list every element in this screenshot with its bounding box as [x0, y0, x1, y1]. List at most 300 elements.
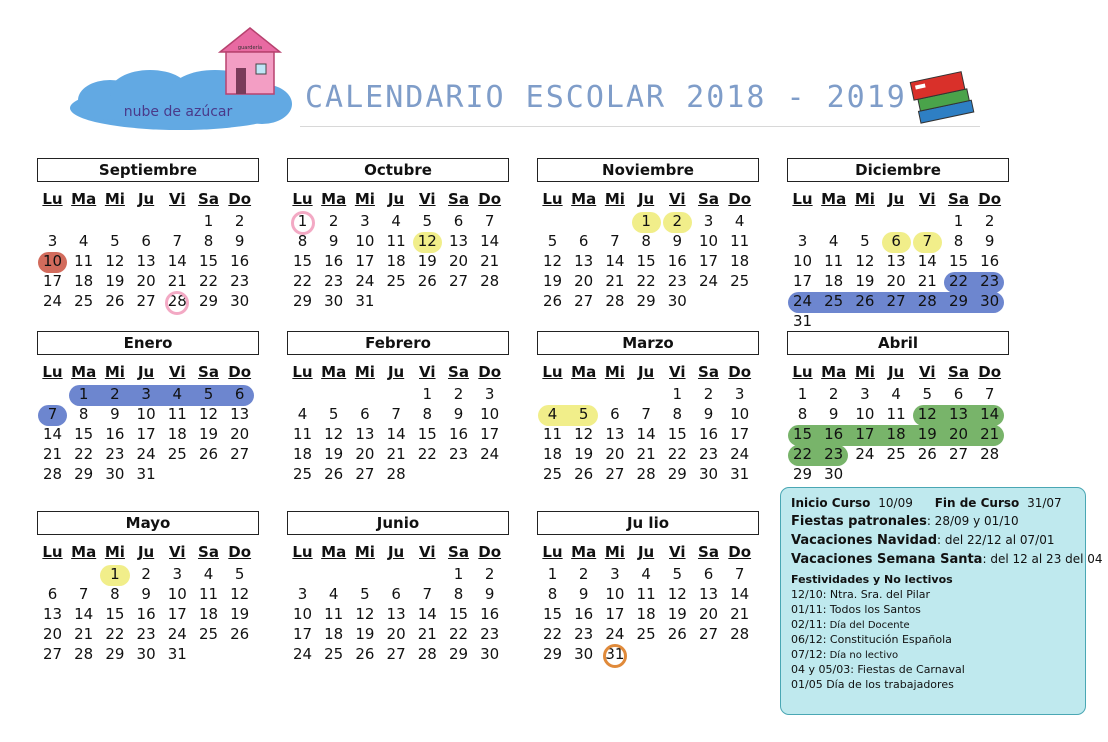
day-name: Vi [669, 190, 686, 208]
day-cell: 16 [698, 425, 719, 443]
day-cell: 5 [578, 405, 589, 423]
day-name: Vi [919, 363, 936, 381]
day-cell: 22 [198, 272, 219, 290]
day-cell: 26 [105, 292, 125, 310]
day-cell: 24 [855, 445, 875, 463]
day-cell: 23 [480, 625, 500, 643]
day-name: Sa [198, 543, 219, 561]
day-cell: 2 [484, 565, 495, 583]
day-cell: 22 [74, 445, 94, 463]
day-cell: 19 [542, 272, 563, 290]
day-cell: 28 [605, 292, 625, 310]
day-cell: 4 [203, 565, 214, 583]
day-cell: 24 [355, 272, 375, 290]
day-cell: 7 [422, 585, 433, 603]
day-cell: 23 [105, 445, 125, 463]
day-cell: 17 [292, 625, 313, 643]
day-name: Ju [637, 190, 655, 208]
day-cell: 28 [636, 465, 656, 483]
day-cell: 25 [386, 272, 406, 290]
day-cell: 6 [578, 232, 589, 250]
day-name: Ju [137, 190, 155, 208]
day-cell: 25 [198, 625, 219, 643]
day-name: Sa [698, 363, 719, 381]
day-cell: 3 [484, 385, 495, 403]
day-cell: 13 [42, 605, 63, 623]
day-name: Ju [137, 363, 155, 381]
day-cell: 1 [797, 385, 808, 403]
day-name: Lu [292, 363, 313, 381]
day-cell: 9 [141, 585, 151, 603]
day-cell: 19 [917, 425, 937, 443]
day-cell: 4 [391, 212, 401, 230]
day-cell: 17 [42, 272, 63, 290]
day-name: Lu [542, 190, 563, 208]
day-name: Ju [637, 363, 655, 381]
day-name: Mi [604, 543, 625, 561]
day-cell: 3 [734, 385, 745, 403]
logo-text: nube de azúcar [123, 104, 233, 120]
day-cell: 14 [917, 252, 937, 270]
day-name: Vi [419, 543, 436, 561]
day-cell: 27 [605, 465, 625, 483]
day-cell: 30 [980, 292, 1000, 310]
day-cell: 29 [792, 465, 813, 483]
day-cell: 19 [667, 605, 687, 623]
day-name: Do [228, 363, 252, 381]
day-cell: 9 [328, 232, 339, 250]
day-cell: 29 [198, 292, 219, 310]
day-name: Ju [887, 363, 905, 381]
day-cell: 30 [698, 465, 719, 483]
day-cell: 19 [198, 425, 219, 443]
day-cell: 26 [917, 445, 937, 463]
day-cell: 13 [698, 585, 719, 603]
day-name: Lu [792, 190, 813, 208]
day-cell: 12 [230, 585, 250, 603]
day-cell: 2 [328, 212, 339, 230]
day-cell: 31 [730, 465, 750, 483]
day-name: Do [728, 543, 752, 561]
day-cell: 10 [355, 232, 375, 250]
day-cell: 26 [417, 272, 437, 290]
day-cell: 28 [980, 445, 1000, 463]
month-grid [37, 543, 261, 673]
day-name: Ma [71, 190, 97, 208]
day-cell: 5 [360, 585, 370, 603]
festividad-item [791, 603, 1075, 616]
day-cell: 11 [74, 252, 94, 270]
day-cell: 18 [198, 605, 219, 623]
day-cell: 4 [328, 585, 339, 603]
day-cell: 30 [230, 292, 250, 310]
day-cell: 16 [324, 252, 344, 270]
day-cell: 19 [574, 445, 594, 463]
day-cell: 27 [136, 292, 156, 310]
day-name: Ma [821, 363, 847, 381]
fiestas-label: Fiestas patronales [791, 514, 927, 529]
day-cell: 7 [484, 212, 495, 230]
day-cell: 6 [234, 385, 245, 403]
day-name: Sa [198, 190, 219, 208]
festividades-heading [791, 573, 1075, 586]
day-cell: 3 [172, 565, 183, 583]
day-cell: 21 [386, 445, 406, 463]
day-name: Vi [669, 543, 686, 561]
day-cell: 1 [953, 212, 964, 230]
day-cell: 15 [792, 425, 813, 443]
fin-label: Fin de Curso [934, 496, 1020, 510]
day-cell: 20 [574, 272, 594, 290]
day-cell: 28 [74, 645, 94, 663]
day-cell: 9 [578, 585, 589, 603]
festividad-text: Fiestas de Carnaval [853, 663, 965, 676]
day-cell: 17 [698, 252, 719, 270]
day-cell: 12 [667, 585, 687, 603]
day-cell: 12 [917, 405, 937, 423]
day-cell: 22 [542, 625, 563, 643]
day-name: Lu [42, 190, 63, 208]
day-cell: 18 [730, 252, 750, 270]
day-cell: 21 [74, 625, 94, 643]
day-cell: 28 [167, 292, 187, 310]
day-cell: 1 [453, 565, 464, 583]
day-cell: 3 [610, 565, 620, 583]
month-grid [537, 190, 761, 320]
day-name: Sa [198, 363, 219, 381]
day-cell: 24 [792, 292, 813, 310]
day-cell: 19 [355, 625, 375, 643]
day-cell: 10 [730, 405, 750, 423]
day-cell: 31 [355, 292, 375, 310]
day-cell: 8 [953, 232, 964, 250]
day-name: Do [978, 363, 1002, 381]
day-cell: 13 [948, 405, 969, 423]
day-cell: 10 [792, 252, 813, 270]
legend-box [780, 487, 1103, 715]
day-cell: 22 [417, 445, 437, 463]
inicio-value: 10/09 [878, 496, 913, 510]
day-cell: 20 [948, 425, 969, 443]
month-title: Abril [787, 331, 1009, 355]
day-cell: 8 [547, 585, 558, 603]
day-cell: 5 [860, 232, 870, 250]
day-name: Vi [919, 190, 936, 208]
day-cell: 21 [917, 272, 937, 290]
day-cell: 23 [980, 272, 1000, 290]
day-cell: 4 [641, 565, 651, 583]
day-cell: 16 [824, 425, 844, 443]
day-cell: 11 [386, 232, 406, 250]
day-cell: 25 [167, 445, 187, 463]
day-name: Sa [448, 363, 469, 381]
day-cell: 21 [636, 445, 656, 463]
day-cell: 22 [667, 445, 687, 463]
day-name: Mi [604, 190, 625, 208]
fiestas-value: : 28/09 y 01/10 [926, 514, 1019, 528]
day-cell: 20 [386, 625, 406, 643]
day-cell: 17 [136, 425, 156, 443]
day-cell: 27 [386, 645, 406, 663]
festividad-text: Día no lectivo [826, 650, 899, 661]
day-cell: 13 [886, 252, 906, 270]
day-cell: 9 [234, 232, 245, 250]
day-cell: 1 [422, 385, 433, 403]
day-cell: 1 [203, 212, 214, 230]
day-cell: 29 [948, 292, 969, 310]
day-name: Sa [448, 190, 469, 208]
month-title: Diciembre [787, 158, 1009, 182]
day-name: Mi [854, 363, 875, 381]
day-cell: 23 [324, 272, 344, 290]
day-cell: 6 [453, 212, 464, 230]
day-cell: 30 [480, 645, 500, 663]
month-grid [37, 363, 261, 493]
day-cell: 4 [828, 232, 839, 250]
day-name: Lu [292, 190, 313, 208]
day-cell: 19 [417, 252, 437, 270]
festividad-item [791, 648, 1075, 661]
highlight-ring-pink [291, 211, 315, 235]
month-junio [287, 511, 511, 673]
day-cell: 19 [324, 445, 344, 463]
day-cell: 27 [574, 292, 594, 310]
day-cell: 15 [667, 425, 687, 443]
day-cell: 13 [355, 425, 375, 443]
day-cell: 4 [172, 385, 183, 403]
day-cell: 9 [672, 232, 683, 250]
day-name: Do [728, 190, 752, 208]
day-cell: 7 [984, 385, 995, 403]
day-cell: 10 [42, 252, 63, 270]
day-name: Ma [321, 190, 347, 208]
festividad-item [791, 678, 1075, 691]
day-cell: 21 [42, 445, 63, 463]
day-name: Mi [354, 543, 375, 561]
festividad-item [791, 663, 1075, 676]
day-cell: 29 [74, 465, 94, 483]
day-name: Ma [321, 543, 347, 561]
day-cell: 25 [74, 292, 94, 310]
day-name: Ma [571, 363, 597, 381]
month-septiembre [37, 158, 261, 320]
day-cell: 13 [574, 252, 594, 270]
day-cell: 27 [230, 445, 250, 463]
day-cell: 17 [355, 252, 375, 270]
month-title: Febrero [287, 331, 509, 355]
day-cell: 15 [948, 252, 969, 270]
day-name: Ju [387, 543, 405, 561]
day-cell: 7 [734, 565, 745, 583]
day-cell: 22 [948, 272, 969, 290]
festividad-text: Ntra. Sra. del Pilar [826, 588, 931, 601]
festividades-label: Festividades y No lectivos [791, 573, 953, 586]
day-name: Ma [321, 363, 347, 381]
day-cell: 2 [453, 385, 464, 403]
day-cell: 26 [355, 645, 375, 663]
day-cell: 16 [448, 425, 469, 443]
day-cell: 29 [105, 645, 125, 663]
day-cell: 30 [667, 292, 687, 310]
day-cell: 11 [824, 252, 844, 270]
day-name: Lu [42, 363, 63, 381]
day-cell: 15 [542, 605, 563, 623]
festividad-date: 01/11: [791, 603, 827, 616]
day-cell: 8 [78, 405, 89, 423]
day-cell: 2 [984, 212, 995, 230]
day-name: Sa [698, 190, 719, 208]
day-cell: 12 [542, 252, 563, 270]
festividad-text: Día del Docente [826, 620, 910, 631]
course-dates [791, 496, 1075, 510]
day-cell: 20 [698, 605, 719, 623]
day-cell: 27 [948, 445, 969, 463]
day-cell: 16 [136, 605, 156, 623]
day-cell: 3 [141, 385, 151, 403]
day-cell: 16 [230, 252, 250, 270]
day-cell: 7 [47, 405, 58, 423]
day-cell: 9 [703, 405, 714, 423]
day-cell: 21 [730, 605, 750, 623]
day-cell: 1 [297, 212, 308, 230]
day-cell: 8 [203, 232, 214, 250]
day-cell: 25 [636, 625, 656, 643]
day-cell: 9 [828, 405, 839, 423]
day-cell: 11 [636, 585, 656, 603]
day-name: Ma [571, 543, 597, 561]
highlight-ring-orange [603, 644, 627, 668]
month-grid [37, 190, 261, 320]
day-cell: 24 [605, 625, 625, 643]
day-cell: 15 [74, 425, 94, 443]
day-cell: 29 [636, 292, 656, 310]
month-grid [287, 190, 511, 320]
day-cell: 16 [667, 252, 687, 270]
day-cell: 7 [610, 232, 620, 250]
day-cell: 4 [78, 232, 89, 250]
month-noviembre [537, 158, 761, 320]
day-name: Vi [169, 543, 186, 561]
festividad-item [791, 633, 1075, 646]
day-cell: 31 [136, 465, 156, 483]
day-cell: 16 [105, 425, 125, 443]
day-name: Vi [669, 363, 686, 381]
day-cell: 5 [110, 232, 120, 250]
day-cell: 26 [574, 465, 594, 483]
day-cell: 22 [792, 445, 813, 463]
day-cell: 6 [703, 565, 714, 583]
day-name: Ju [887, 190, 905, 208]
day-cell: 24 [698, 272, 719, 290]
day-cell: 29 [542, 645, 563, 663]
day-name: Do [478, 543, 502, 561]
day-cell: 3 [360, 212, 370, 230]
semana-santa-label: Vacaciones Semana Santa [791, 552, 983, 567]
navidad-label: Vacaciones Navidad [791, 533, 937, 548]
day-cell: 4 [547, 405, 558, 423]
day-name: Do [228, 543, 252, 561]
day-cell: 8 [797, 405, 808, 423]
day-cell: 6 [47, 585, 58, 603]
day-cell: 8 [641, 232, 651, 250]
day-name: Do [978, 190, 1002, 208]
day-cell: 12 [105, 252, 125, 270]
festividades-list [791, 588, 1075, 691]
day-cell: 14 [42, 425, 63, 443]
day-cell: 20 [355, 445, 375, 463]
day-cell: 11 [730, 232, 750, 250]
day-name: Mi [854, 190, 875, 208]
day-cell: 12 [417, 232, 437, 250]
day-cell: 23 [136, 625, 156, 643]
day-cell: 8 [672, 405, 683, 423]
day-cell: 8 [110, 585, 120, 603]
month-title: Noviembre [537, 158, 759, 182]
month-title: Marzo [537, 331, 759, 355]
day-cell: 9 [984, 232, 995, 250]
day-cell: 30 [574, 645, 594, 663]
day-cell: 11 [292, 425, 313, 443]
day-cell: 23 [698, 445, 719, 463]
day-cell: 18 [542, 445, 563, 463]
day-cell: 27 [698, 625, 719, 643]
day-cell: 26 [324, 465, 344, 483]
day-cell: 25 [324, 645, 344, 663]
day-cell: 15 [198, 252, 219, 270]
day-cell: 1 [78, 385, 89, 403]
day-name: Lu [542, 543, 563, 561]
day-name: Do [478, 190, 502, 208]
day-name: Ju [387, 363, 405, 381]
day-cell: 18 [636, 605, 656, 623]
festividad-item [791, 588, 1075, 601]
day-cell: 1 [110, 565, 120, 583]
month-title: Octubre [287, 158, 509, 182]
day-cell: 11 [167, 405, 187, 423]
day-cell: 28 [417, 645, 437, 663]
day-cell: 29 [448, 645, 469, 663]
day-cell: 27 [886, 292, 906, 310]
month-title: Ju lio [537, 511, 759, 535]
festividad-text: Todos los Santos [826, 603, 921, 616]
day-cell: 4 [734, 212, 745, 230]
day-name: Ma [571, 190, 597, 208]
month-febrero [287, 331, 511, 493]
day-cell: 26 [198, 445, 219, 463]
day-cell: 21 [417, 625, 437, 643]
day-cell: 1 [641, 212, 651, 230]
day-cell: 25 [292, 465, 313, 483]
day-cell: 14 [417, 605, 437, 623]
month-grid [787, 190, 1011, 330]
fiestas-row [791, 514, 1075, 529]
day-cell: 6 [953, 385, 964, 403]
day-name: Ma [71, 363, 97, 381]
day-name: Ju [637, 543, 655, 561]
day-cell: 28 [730, 625, 750, 643]
day-cell: 24 [730, 445, 750, 463]
day-cell: 13 [448, 232, 469, 250]
day-cell: 16 [980, 252, 1000, 270]
day-cell: 25 [824, 292, 844, 310]
day-cell: 5 [547, 232, 558, 250]
day-cell: 12 [324, 425, 344, 443]
day-cell: 21 [605, 272, 625, 290]
day-cell: 25 [886, 445, 906, 463]
day-cell: 10 [698, 232, 719, 250]
day-cell: 17 [792, 272, 813, 290]
month-enero [37, 331, 261, 493]
